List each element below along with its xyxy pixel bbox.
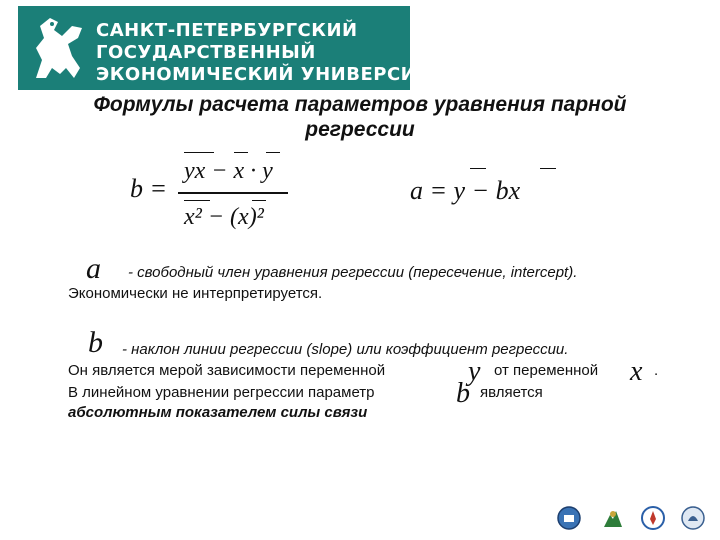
fraction-bar bbox=[178, 192, 288, 194]
university-name-line-1: САНКТ-ПЕТЕРБУРГСКИЙ bbox=[96, 20, 358, 41]
symbol-x: x bbox=[630, 356, 643, 387]
formula-b-numerator: yx − x · y bbox=[184, 158, 273, 184]
overbar-y-a bbox=[470, 168, 486, 169]
symbol-y: y bbox=[468, 356, 481, 387]
a-description: - свободный член уравнения регрессии (пересечение, intercept). bbox=[128, 264, 578, 281]
a-description-2: Экономически не интерпретируется. bbox=[68, 285, 323, 302]
university-name-line-3: ЭКОНОМИЧЕСКИЙ УНИВЕРСИТЕТ bbox=[96, 64, 455, 85]
symbol-b-inline: b bbox=[456, 378, 470, 409]
overbar-yx bbox=[184, 152, 214, 153]
line4-text-start: В линейном уравнении регрессии параметр bbox=[68, 384, 375, 401]
footer-emblem-4-icon bbox=[680, 505, 706, 531]
line4-text-end: является bbox=[480, 384, 543, 401]
footer-emblem-1-icon bbox=[556, 505, 582, 531]
line3-text-end: . bbox=[654, 362, 659, 379]
formula-b-lhs: b = bbox=[130, 174, 168, 203]
overbar-y-num bbox=[266, 152, 280, 153]
slide-title-line-1: Формулы расчета параметров уравнения парной bbox=[93, 93, 627, 116]
footer-emblem-3-icon bbox=[640, 505, 666, 531]
overbar-x-num bbox=[234, 152, 248, 153]
symbol-a: a bbox=[86, 252, 101, 285]
symbol-b: b bbox=[88, 326, 103, 359]
overbar-x2 bbox=[184, 200, 210, 201]
line3-text-start: Он является мерой зависимости переменной bbox=[68, 362, 386, 379]
formula-b-denominator: x² − (x)² bbox=[184, 204, 264, 230]
formula-a: a = y − bx bbox=[410, 176, 521, 205]
griffin-logo-icon bbox=[22, 8, 94, 84]
header bbox=[0, 0, 720, 90]
overbar-x-a bbox=[540, 168, 556, 169]
slide-title-line-2: регрессии bbox=[305, 118, 415, 141]
b-description: - наклон линии регрессии (slope) или коэффициент регрессии. bbox=[122, 341, 569, 358]
line3-text-mid: от переменной bbox=[494, 362, 599, 379]
footer-emblem-2-icon bbox=[600, 505, 626, 531]
university-name-line-2: ГОСУДАРСТВЕННЫЙ bbox=[96, 42, 316, 63]
line5-emphasis: абсолютным показателем силы связи bbox=[68, 404, 368, 421]
overbar-x-den bbox=[252, 200, 266, 201]
